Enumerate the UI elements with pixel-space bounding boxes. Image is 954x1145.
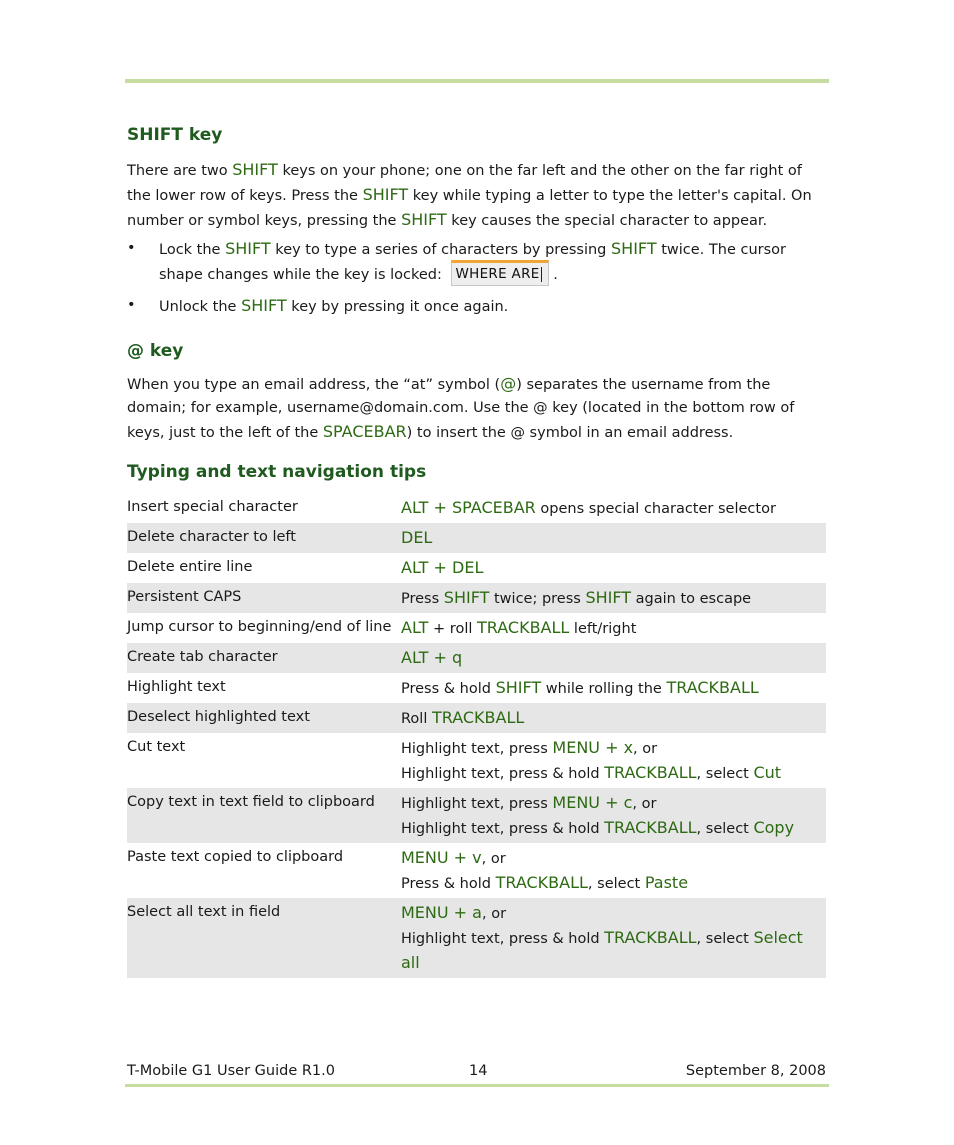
tip-action: Paste text copied to clipboard xyxy=(127,849,344,865)
text-run: Highlight text, press xyxy=(401,796,553,812)
tip-description xyxy=(401,583,826,613)
key-term: SHIFT xyxy=(585,588,632,607)
tip-description xyxy=(401,788,826,843)
text-run: , select xyxy=(696,766,754,782)
tip-line xyxy=(401,761,826,786)
text-run: , or xyxy=(632,796,657,812)
key-term: Select all xyxy=(401,928,803,972)
tip-description xyxy=(401,703,826,733)
text-run: Unlock the xyxy=(159,299,242,315)
tip-description xyxy=(401,898,826,978)
shift-key-heading: SHIFT key xyxy=(127,125,223,145)
text-run: twice; press xyxy=(489,591,586,607)
key-term: Paste xyxy=(644,873,689,892)
tip-line xyxy=(401,616,826,641)
bullet-dot: • xyxy=(127,297,136,313)
tip-line xyxy=(401,926,826,976)
text-run: left/right xyxy=(569,621,637,637)
key-term: SHIFT xyxy=(241,296,287,315)
text-run: Roll xyxy=(401,711,432,727)
key-term: MENU + a xyxy=(401,903,482,922)
tips-row xyxy=(127,673,826,703)
text-run: keys on your phone; one on the far left and the other on the far right of the lower row of keys. Press the xyxy=(127,163,802,204)
key-term: Copy xyxy=(753,818,795,837)
tip-description xyxy=(401,523,826,553)
at-key-paragraph xyxy=(127,372,827,445)
key-term: ALT + DEL xyxy=(401,558,484,577)
key-term: MENU + x xyxy=(552,738,634,757)
key-term: DEL xyxy=(401,528,433,547)
tip-line xyxy=(401,526,826,551)
tip-line xyxy=(401,736,826,761)
tip-description xyxy=(401,493,826,523)
footer-doc-title: T-Mobile G1 User Guide R1.0 xyxy=(127,1063,335,1079)
tips-row xyxy=(127,523,826,553)
key-term: TRACKBALL xyxy=(495,873,588,892)
tip-line xyxy=(401,556,826,581)
text-run: key to type a series of characters by pressing xyxy=(270,242,611,258)
key-term: SHIFT xyxy=(611,239,657,258)
tips-row xyxy=(127,553,826,583)
text-run: , select xyxy=(696,821,754,837)
tip-description xyxy=(401,733,826,788)
tips-row xyxy=(127,643,826,673)
text-run: Lock the xyxy=(159,242,226,258)
locked-cursor-sample xyxy=(451,260,549,286)
text-run: , or xyxy=(481,906,507,922)
key-term: TRACKBALL xyxy=(666,678,759,697)
key-term: SHIFT xyxy=(225,239,271,258)
tips-row xyxy=(127,788,826,843)
tips-row xyxy=(127,703,826,733)
tip-line xyxy=(401,586,826,611)
text-run: Press xyxy=(401,591,444,607)
tips-row xyxy=(127,733,826,788)
bullet1-end: . xyxy=(553,267,558,283)
key-term: ALT xyxy=(401,618,429,637)
text-run: key by pressing it once again. xyxy=(286,299,509,315)
key-term: ALT + SPACEBAR xyxy=(401,498,536,517)
key-term: SHIFT xyxy=(495,678,542,697)
tip-line xyxy=(401,871,826,896)
tip-action: Select all text in field xyxy=(127,898,401,978)
text-run: key causes the special character to appear. xyxy=(446,213,768,229)
tips-row xyxy=(127,493,826,523)
tip-action: Highlight text xyxy=(127,679,226,695)
text-run: ) separates the username from the domain; for example, username@domain.com. Use the @ key (located in the bottom row of keys, just to the left of the xyxy=(127,377,795,441)
tip-description xyxy=(401,843,826,898)
tip-action: Delete entire line xyxy=(127,559,253,575)
key-term: TRACKBALL xyxy=(604,818,697,837)
tips-row xyxy=(127,898,826,978)
text-run: twice. The cursor shape changes while the key is locked: xyxy=(159,242,786,283)
tips-row xyxy=(127,613,826,643)
tip-action: Delete character to left xyxy=(127,523,401,553)
tips-heading: Typing and text navigation tips xyxy=(127,462,427,482)
key-term: TRACKBALL xyxy=(604,763,697,782)
key-term: Cut xyxy=(753,763,782,782)
text-run: + roll xyxy=(428,621,477,637)
tips-row xyxy=(127,843,826,898)
key-term: MENU + v xyxy=(401,848,482,867)
tip-description xyxy=(401,643,826,673)
text-run: , select xyxy=(696,931,754,947)
key-term: SPACEBAR xyxy=(322,422,407,441)
bullet-dot: • xyxy=(127,240,136,256)
text-run: key while typing a letter to type the letter's capital. On number or symbol keys, pressing the xyxy=(127,188,812,229)
text-run: There are two xyxy=(127,163,233,179)
text-run: Highlight text, press & hold xyxy=(401,931,605,947)
tip-action: Copy text in text field to clipboard xyxy=(127,788,401,843)
footer-date: September 8, 2008 xyxy=(685,1063,826,1079)
text-run: while rolling the xyxy=(541,681,667,697)
footer-rule xyxy=(125,1084,829,1087)
tip-action: Create tab character xyxy=(127,643,401,673)
shift-unlock-text xyxy=(159,294,827,319)
tip-line xyxy=(401,846,826,871)
text-run: Highlight text, press & hold xyxy=(401,766,605,782)
tip-line xyxy=(401,901,826,926)
tip-action: Jump cursor to beginning/end of line xyxy=(127,619,392,635)
tip-line xyxy=(401,791,826,816)
header-rule xyxy=(125,79,829,83)
tip-line xyxy=(401,496,826,521)
key-term: TRACKBALL xyxy=(604,928,697,947)
tip-line xyxy=(401,676,826,701)
key-term: @ xyxy=(500,374,517,393)
page-number: 14 xyxy=(469,1063,488,1079)
text-run: , select xyxy=(587,876,645,892)
text-run: , or xyxy=(633,741,658,757)
tips-table xyxy=(127,493,826,978)
text-run: Highlight text, press & hold xyxy=(401,821,605,837)
tip-description xyxy=(401,553,826,583)
tip-description xyxy=(401,613,826,643)
tip-action: Cut text xyxy=(127,739,186,755)
tips-row xyxy=(127,583,826,613)
key-term: SHIFT xyxy=(362,185,409,204)
key-term: SHIFT xyxy=(443,588,490,607)
tip-line xyxy=(401,706,826,731)
text-run: ) to insert the @ symbol in an email address. xyxy=(406,425,734,441)
cursor-sample-text: WHERE ARE xyxy=(455,266,540,282)
text-run: Press & hold xyxy=(401,681,496,697)
text-run: Highlight text, press xyxy=(401,741,553,757)
tip-action: Insert special character xyxy=(127,499,298,515)
at-key-heading: @ key xyxy=(127,341,184,361)
key-term: SHIFT xyxy=(401,210,447,229)
tip-description xyxy=(401,673,826,703)
text-run: opens special character selector xyxy=(535,501,776,517)
tip-action: Deselect highlighted text xyxy=(127,703,401,733)
text-run: , or xyxy=(481,851,506,867)
tip-line xyxy=(401,646,826,671)
text-run: When you type an email address, the “at” symbol ( xyxy=(127,377,501,393)
caret-icon xyxy=(541,267,542,282)
tip-line xyxy=(401,816,826,841)
text-run: Press & hold xyxy=(401,876,496,892)
text-run: again to escape xyxy=(631,591,752,607)
key-term: SHIFT xyxy=(232,160,278,179)
key-term: TRACKBALL xyxy=(431,708,525,727)
key-term: ALT + q xyxy=(401,648,463,667)
shift-lock-bullet xyxy=(127,237,827,291)
tip-action: Persistent CAPS xyxy=(127,583,401,613)
shift-key-paragraph xyxy=(127,158,827,233)
key-term: TRACKBALL xyxy=(477,618,570,637)
key-term: MENU + c xyxy=(552,793,633,812)
